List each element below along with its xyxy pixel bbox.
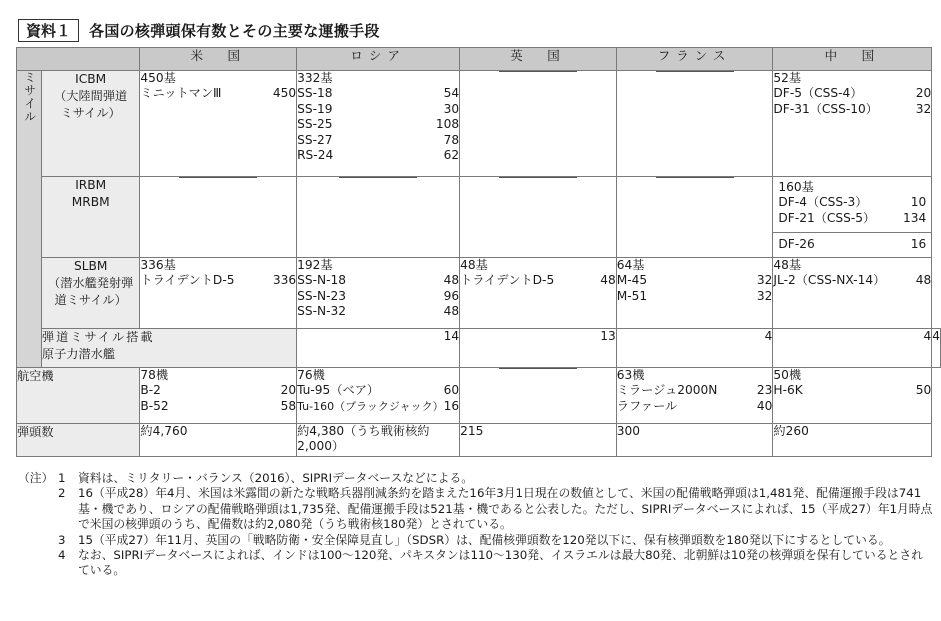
col-header-us: 米 国 [140,48,297,71]
item-line: DF-4（CSS-3） 10 [778,195,927,210]
item-line: SS-18 54 [297,86,460,101]
cell-aircraft-france [616,368,773,424]
cell-irbm-russia [297,177,460,258]
item-line: SS-N-18 48 [297,273,460,288]
cell-slbm-china [773,258,932,329]
footnote-number: 4 [58,548,66,563]
row-header-line: SLBM [73,259,108,273]
footnote-indent [18,486,58,532]
cell-warheads-china: 約260 [773,424,932,457]
item-line: SS-25 108 [297,117,460,132]
china-irbm-extra: DF-26 16 [778,237,927,251]
row-header-slbm [41,258,140,329]
row-header-irbm [41,177,140,258]
figure-label: 資料１ [18,19,79,42]
item-line: H-6K 50 [773,383,932,398]
cell-aircraft-china [773,368,932,424]
item-line: SS-N-32 48 [297,304,460,319]
footnote-indent [18,548,58,579]
none-dash [656,71,734,72]
row-irbm [17,177,941,258]
row-icbm [17,71,941,177]
item-line: M-45 32 [616,273,773,288]
cell-irbm-china [773,177,932,258]
footnote-text: 16（平成28）年4月、米国は米露間の新たな戦略兵器削減条約を踏まえた16年3月1日現在の数値として、米国の配備戦略弾頭は1,481発、配備運搬手段は741基・機であり、ロシアの配備戦略弾頭は1,735発、配備運搬手段は521基・機であると公表した。ただし、SIPRIデータベースによれば、15（平成27）年1月時点で米国の核弾頭のうち、配備数は約2,080発（うち戦術核180発）とされている。 [78,486,933,532]
footnote [18,471,933,486]
cell-aircraft-uk [460,368,617,424]
item-line: JL-2（CSS-NX-14） 48 [773,273,932,288]
item-line: DF-31（CSS-10） 32 [773,101,932,116]
row-header-line: （大陸間弾道 [54,89,128,103]
item-line: DF-5（CSS-4） 20 [773,86,932,101]
row-header-icbm [41,71,140,177]
col-header-uk: 英 国 [460,48,617,71]
col-header-china: 中 国 [773,48,932,71]
cell-warheads-france: 300 [616,424,773,457]
item-line: B-2 20 [140,383,297,398]
page-title: 各国の核弾頭保有数とその主要な運搬手段 [89,22,380,40]
header-row [17,48,941,71]
footnote [18,548,933,579]
item-line: トライデントD-5 48 [460,273,616,288]
footnote [18,533,933,548]
footnote-indent [18,533,58,548]
item-line: トライデントD-5 336 [140,273,297,288]
none-dash [656,177,734,178]
footnote-text: 15（平成27）年11月、英国の「戦略防衛・安全保障見直し」（SDSR）は、配備核弾頭数を120発以下に、保有核弾頭数を180発以下にするとしている。 [78,532,891,547]
cell-icbm-us [140,71,297,177]
cell-irbm-uk [460,177,617,258]
footnote-text: 資料は、ミリタリー・バランス（2016）、SIPRIデータベースなどによる。 [78,471,474,485]
item-line: Tu-160（ブラックジャック） 16 [297,398,460,413]
cell-ssbn-us: 14 [297,329,460,368]
row-header-line: ミサイル） [60,106,121,120]
nuclear-arsenal-table [16,47,941,457]
row-aircraft [17,368,941,424]
none-dash [179,177,257,178]
item-line: Tu-95（ベア） 60 [297,383,460,398]
cell-total: 332基 [297,71,333,85]
row-header-line: ICBM [75,72,107,86]
cell-icbm-uk [460,71,617,177]
item-line: SS-N-23 96 [297,288,460,303]
cell-ssbn-uk: 4 [616,329,773,368]
cell-irbm-us [140,177,297,258]
row-ssbn [17,329,941,368]
cell-icbm-china [773,71,932,177]
cell-total: 50機 [773,368,802,382]
missile-group-header [17,71,42,368]
item-line: ラファール 40 [616,398,773,413]
cell-total: 76機 [297,368,325,382]
cell-slbm-france [616,258,773,329]
cell-slbm-us [140,258,297,329]
cell-slbm-uk [460,258,617,329]
cell-total: 336基 [140,258,176,272]
cell-warheads-us: 約4,760 [140,424,297,457]
footnote-text: なお、SIPRIデータベースによれば、インドは100～120発、パキスタンは110～130発、イスラエルは最大80発、北朝鮮は10発の核弾頭を保有しているとされている。 [78,548,923,578]
item-line: ミラージュ2000N 23 [616,383,773,398]
footnote [18,486,933,532]
item-line: SS-27 78 [297,132,460,147]
footnote-number: 2 [58,486,66,501]
row-header-warheads: 弾頭数 [17,424,140,457]
col-header-russia: ロシア [297,48,460,71]
title-row [18,18,380,43]
cell-total: 48基 [773,258,802,272]
row-slbm [17,258,941,329]
footnote-number: 1 [58,471,66,485]
item-line: ミニットマンⅢ 450 [140,86,297,101]
cell-warheads-russia: 約4,380（うち戦術核約2,000） [297,424,460,457]
cell-total: 160基 [778,180,814,194]
none-dash [339,177,417,178]
row-header-ssbn [41,329,296,368]
cell-total: 48基 [460,258,488,272]
cell-total: 63機 [616,368,645,382]
row-header-line: 道ミサイル） [54,293,127,307]
cell-ssbn-china: 4 [932,329,941,368]
row-header-line: （潜水艦発射弾 [48,276,134,290]
footnote-number: 3 [58,532,66,547]
col-header-france: フランス [616,48,773,71]
row-header-line: IRBM [75,178,107,192]
cell-icbm-france [616,71,773,177]
cell-aircraft-us [140,368,297,424]
cell-total: 64基 [616,258,645,272]
missile-group-label: ミサイル [22,71,37,123]
none-dash [499,368,577,369]
cell-irbm-france [616,177,773,258]
cell-total: 52基 [773,71,802,85]
cell-aircraft-russia [297,368,460,424]
item-line: RS-24 62 [297,148,460,163]
footnotes [18,471,933,579]
row-warheads [17,424,941,457]
row-header-line: 原子力潜水艦 [41,347,116,361]
item-line: DF-21（CSS-5） 134 [778,210,927,225]
item-line: B-52 58 [140,398,297,413]
cell-warheads-uk: 215 [460,424,617,457]
none-dash [499,177,577,178]
cell-ssbn-france: 4 [773,329,932,368]
cell-total: 450基 [140,71,176,85]
cell-icbm-russia [297,71,460,177]
cell-slbm-russia [297,258,460,329]
cell-ssbn-russia: 13 [460,329,617,368]
none-dash [499,71,577,72]
corner-cell [17,48,140,71]
cell-total: 78機 [140,368,169,382]
row-header-line: 弾道ミサイル搭載 [41,330,155,344]
item-line: M-51 32 [616,288,773,303]
row-header-line: MRBM [71,195,110,209]
row-header-aircraft: 航空機 [17,368,140,424]
cell-total: 192基 [297,258,333,272]
footnote-prefix: （注） [18,471,54,485]
china-irbm-main [773,177,931,233]
item-line: SS-19 30 [297,101,460,116]
